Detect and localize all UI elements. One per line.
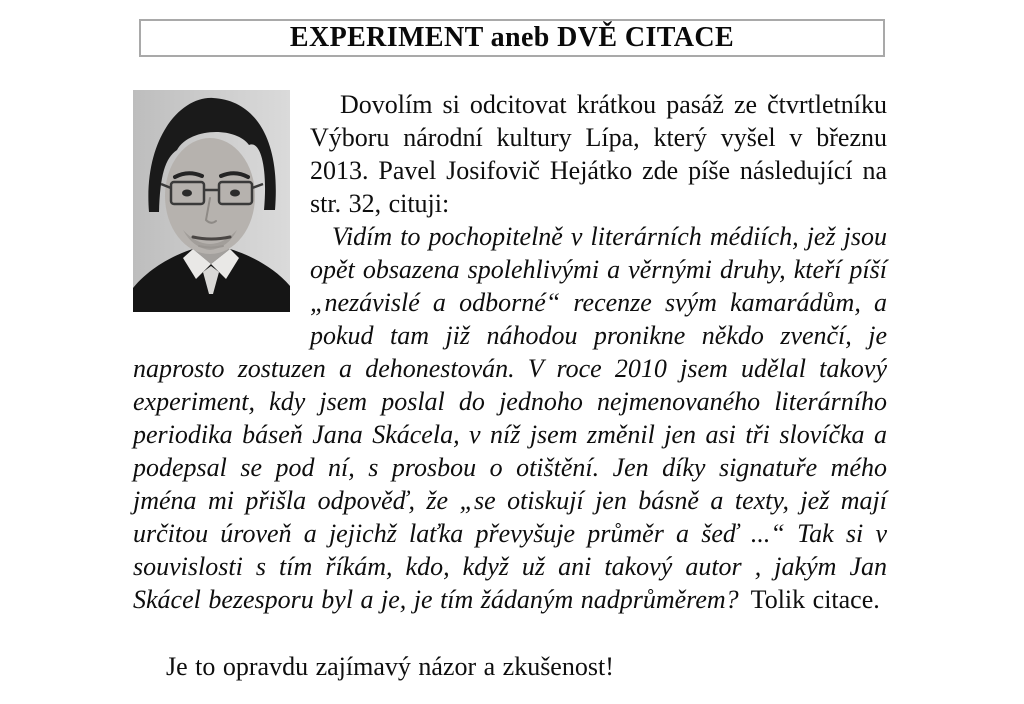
- portrait-illustration: [133, 90, 290, 312]
- article-body: [133, 88, 887, 616]
- portrait-photo: [133, 90, 290, 312]
- quote-text: Vidím to pochopitelně v literárních médiích, jež jsou opět obsazena spolehlivými a věrnými druhy, kteří píší „nezávislé a odborné“ recenze svým kamarádům, a pokud tam již náhodou pronikne někdo zvenčí, je naprosto zostuzen a dehonestován. V roce 2010 jsem udělal takový experiment, kdy jsem poslal do jednoho nejmenovaného literárního periodika báseň Jana Skácela, v níž jsem změnil jen asi tři slovíčka a podepsal se pod ní, s prosbou o otištění. Jen díky signatuře mého jména mi přišla odpověď, že „se otiskují jen básně a texty, jež mají určitou úroveň a jejichž laťka převyšuje průměr a šeď ...“ Tak si v souvislosti s tím říkám, kdo, když už ani takový autor , jakým Jan Skácel bezesporu byl a je, je tím žádaným nadprůměrem?: [133, 222, 887, 614]
- intro-paragraph: Dovolím si odcitovat krátkou pasáž ze čtvrtletníku Výboru národní kultury Lípa, který vyšel v březnu 2013. Pavel Josifovič Hejátko zde píše následující na str. 32, cituji:: [310, 90, 887, 218]
- closing-line: Je to opravdu zajímavý názor a zkušenost!: [166, 652, 614, 681]
- quote-closing-text: Tolik citace.: [750, 585, 880, 614]
- page-title: EXPERIMENT aneb DVĚ CITACE: [289, 22, 735, 53]
- title-box: [139, 19, 885, 57]
